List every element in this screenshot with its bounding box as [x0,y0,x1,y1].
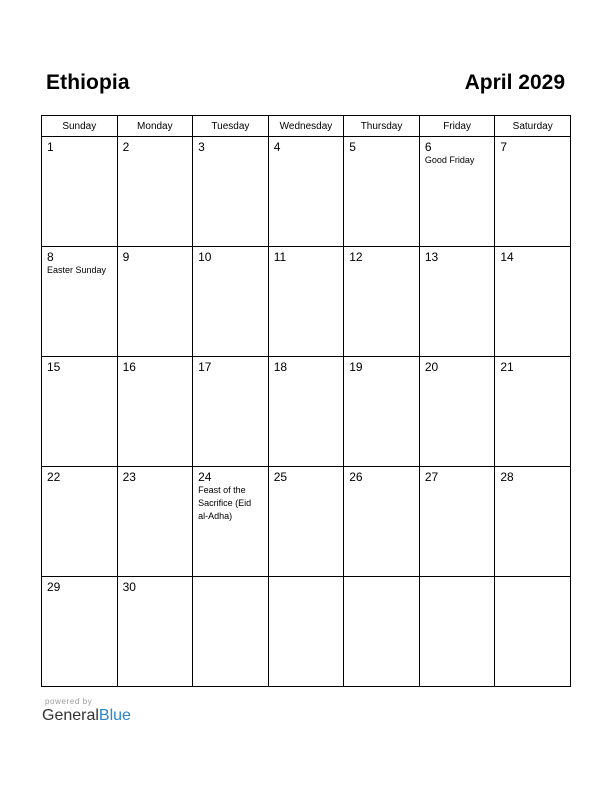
day-number: 5 [349,140,356,154]
day-cell [495,247,571,357]
day-number: 14 [500,250,514,264]
day-cell [117,357,193,467]
day-cell [193,357,269,467]
day-cell [419,247,495,357]
holiday-label: Good Friday [424,155,475,165]
day-cell [344,357,420,467]
day-cell [344,247,420,357]
day-cell [42,357,118,467]
day-cell [193,247,269,357]
day-cell [193,137,269,247]
weekday-header: Wednesday [268,116,344,137]
week-row [42,137,571,247]
day-number: 12 [349,250,363,264]
day-number: 19 [349,360,363,374]
day-cell [117,247,193,357]
day-cell [419,137,495,247]
day-cell [42,577,118,687]
day-number: 8 [47,250,54,264]
day-number: 11 [273,250,287,264]
day-cell [42,137,118,247]
day-cell [495,357,571,467]
day-cell [268,137,344,247]
day-cell [117,137,193,247]
powered-by-label: powered by [45,697,93,706]
weekday-header-row [42,116,571,137]
generalblue-logo[interactable] [42,707,131,725]
day-cell [495,577,571,687]
day-number: 25 [273,470,288,484]
day-number: 16 [122,360,136,374]
day-cell [419,577,495,687]
day-number: 10 [198,250,212,264]
calendar-title-country: Ethiopia [46,71,130,94]
week-row [42,577,571,687]
day-number: 20 [424,360,439,374]
weekday-header: Thursday [344,116,420,137]
weekday-header: Monday [117,116,193,137]
week-row [42,247,571,357]
day-number: 3 [198,140,205,154]
day-number: 28 [500,470,514,484]
footer-branding [42,697,131,725]
day-cell [495,137,571,247]
week-row [42,357,571,467]
day-cell [268,247,344,357]
holiday-label: Feast of the Sacrifice (Eid al-Adha) [198,485,252,521]
day-number: 17 [198,360,212,374]
holiday-label: Easter Sunday [47,265,107,275]
day-cell [117,577,193,687]
day-number: 30 [122,580,136,594]
day-number: 24 [198,470,212,484]
weekday-header: Sunday [42,116,118,137]
day-number: 2 [122,140,130,154]
day-number: 27 [424,470,439,484]
day-number: 21 [500,360,514,374]
day-number: 23 [122,470,136,484]
calendar-title-month: April 2029 [464,71,565,94]
day-cell [419,467,495,577]
day-number: 18 [273,360,288,374]
day-cell [419,357,495,467]
day-number: 22 [47,470,61,484]
calendar-grid [41,115,571,687]
day-number: 13 [424,250,439,264]
weekday-header: Friday [419,116,495,137]
day-cell [42,247,118,357]
day-cell [193,467,269,577]
day-number: 1 [47,140,54,154]
day-cell [495,467,571,577]
day-number: 15 [47,360,61,374]
day-number: 9 [122,250,130,264]
day-number: 6 [424,140,432,154]
day-cell [344,577,420,687]
weekday-header: Saturday [495,116,571,137]
day-cell [268,467,344,577]
week-row [42,467,571,577]
logo-text-blue: Blue [98,707,131,724]
day-number: 7 [500,140,508,154]
day-cell [268,577,344,687]
day-cell [344,467,420,577]
logo-text-general: General [42,707,99,724]
day-cell [268,357,344,467]
day-cell [117,467,193,577]
day-number: 26 [349,470,363,484]
day-number: 29 [47,580,61,594]
day-number: 4 [273,140,281,154]
day-cell [344,137,420,247]
day-cell [42,467,118,577]
weekday-header: Tuesday [193,116,269,137]
day-cell [193,577,269,687]
